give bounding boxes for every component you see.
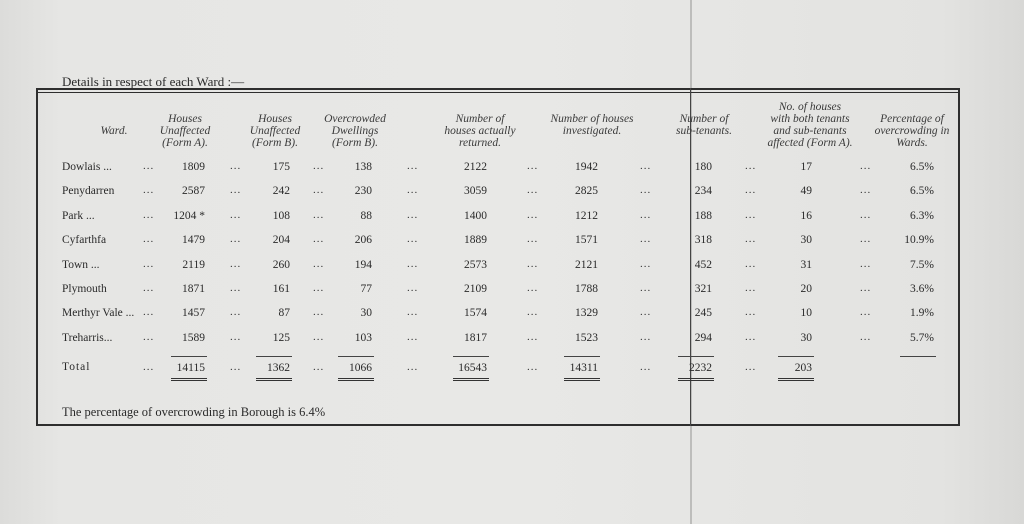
header-percentage-overcrowding: Percentage of overcrowding in Wards. [874,113,950,149]
cell-returned: 2109 [464,283,487,295]
cell-both: 16 [800,210,812,222]
leader-dots: ... [640,306,652,318]
leader-dots: ... [640,331,652,343]
sum-rule [678,356,714,357]
cell-pct: 3.6% [910,283,934,295]
cell-formA: 2587 [182,185,205,197]
total-subtenants: 2232 [689,362,712,374]
cell-overcrowded: 230 [354,185,372,197]
cell-formB: 175 [272,161,290,173]
leader-dots: ... [640,282,652,294]
table-top-rule [38,92,958,93]
total-investigated: 14311 [569,362,598,374]
cell-formA: 1457 [182,307,205,319]
leader-dots: ... [745,209,757,221]
header-houses-unaffected-form-a: Houses Unaffected (Form A). [159,113,211,149]
cell-subtenants: 188 [694,210,712,222]
leader-dots: ... [407,209,419,221]
leader-dots: ... [230,209,242,221]
table-caption: Details in respect of each Ward :— [62,74,245,89]
cell-formA: 1204 * [173,210,205,222]
cell-overcrowded: 206 [354,234,372,246]
cell-pct: 10.9% [904,234,934,246]
cell-subtenants: 294 [694,332,712,344]
leader-dots: ... [640,258,652,270]
leader-dots: ... [407,184,419,196]
cell-both: 31 [800,259,812,271]
leader-dots: ... [860,184,872,196]
header-houses-unaffected-form-b: Houses Unaffected (Form B). [249,113,301,149]
cell-investigated: 2825 [575,185,598,197]
cell-both: 30 [800,234,812,246]
leader-dots: ... [143,209,155,221]
cell-investigated: 1571 [575,234,598,246]
leader-dots: ... [230,258,242,270]
ward-name: Park ... [62,210,95,222]
cell-subtenants: 234 [694,185,712,197]
leader-dots: ... [527,184,539,196]
cell-returned: 1574 [464,307,487,319]
leader-dots: ... [230,361,242,373]
leader-dots: ... [143,184,155,196]
cell-pct: 6.5% [910,185,934,197]
leader-dots: ... [527,331,539,343]
sum-rule [453,356,489,357]
leader-dots: ... [745,361,757,373]
leader-dots: ... [860,258,872,270]
header-both-tenants: No. of houses with both tenants and sub-tenants affected (Form A). [767,101,853,149]
leader-dots: ... [640,209,652,221]
header-houses-investigated: Number of houses investigated. [550,113,634,137]
total-double-rule [564,378,600,381]
leader-dots: ... [407,361,419,373]
cell-subtenants: 180 [694,161,712,173]
leader-dots: ... [745,282,757,294]
total-overcrowded: 1066 [349,362,372,374]
leader-dots: ... [527,306,539,318]
leader-dots: ... [640,160,652,172]
sum-rule [564,356,600,357]
leader-dots: ... [640,233,652,245]
leader-dots: ... [313,209,325,221]
leader-dots: ... [640,184,652,196]
cell-pct: 6.5% [910,161,934,173]
leader-dots: ... [313,282,325,294]
leader-dots: ... [407,306,419,318]
cell-returned: 2122 [464,161,487,173]
leader-dots: ... [143,160,155,172]
leader-dots: ... [143,331,155,343]
leader-dots: ... [860,306,872,318]
leader-dots: ... [143,233,155,245]
cell-formB: 204 [272,234,290,246]
total-double-rule [453,378,489,381]
leader-dots: ... [143,361,155,373]
cell-formA: 1871 [182,283,205,295]
leader-dots: ... [407,282,419,294]
cell-pct: 6.3% [910,210,934,222]
cell-both: 17 [800,161,812,173]
leader-dots: ... [230,331,242,343]
leader-dots: ... [313,258,325,270]
cell-investigated: 1788 [575,283,598,295]
header-sub-tenants: Number of sub-tenants. [676,113,732,137]
sum-rule [338,356,374,357]
leader-dots: ... [230,233,242,245]
cell-returned: 3059 [464,185,487,197]
leader-dots: ... [640,361,652,373]
cell-both: 20 [800,283,812,295]
ward-name: Town ... [62,259,100,271]
leader-dots: ... [407,331,419,343]
sum-rule [900,356,936,357]
cell-returned: 1889 [464,234,487,246]
leader-dots: ... [745,331,757,343]
leader-dots: ... [745,306,757,318]
leader-dots: ... [527,233,539,245]
leader-dots: ... [860,331,872,343]
cell-subtenants: 245 [694,307,712,319]
sum-rule [778,356,814,357]
leader-dots: ... [745,233,757,245]
ward-name: Merthyr Vale ... [62,307,135,319]
total-both: 203 [794,362,812,374]
sum-rule [171,356,207,357]
leader-dots: ... [407,160,419,172]
leader-dots: ... [860,282,872,294]
cell-subtenants: 452 [694,259,712,271]
ward-name: Treharris... [62,332,113,344]
leader-dots: ... [143,306,155,318]
leader-dots: ... [230,184,242,196]
leader-dots: ... [230,160,242,172]
cell-overcrowded: 103 [354,332,372,344]
header-houses-returned: Number of houses actually returned. [444,113,516,149]
total-double-rule [338,378,374,381]
cell-subtenants: 318 [694,234,712,246]
leader-dots: ... [745,160,757,172]
total-double-rule [678,378,714,381]
borough-percentage-note: The percentage of overcrowding in Borough is 6.4% [62,405,326,419]
leader-dots: ... [143,282,155,294]
cell-investigated: 2121 [575,259,598,271]
leader-dots: ... [527,282,539,294]
ward-name: Dowlais ... [62,161,112,173]
cell-pct: 1.9% [910,307,934,319]
cell-pct: 7.5% [910,259,934,271]
cell-subtenants: 321 [694,283,712,295]
leader-dots: ... [745,184,757,196]
leader-dots: ... [527,209,539,221]
cell-formB: 108 [272,210,290,222]
cell-overcrowded: 88 [360,210,372,222]
leader-dots: ... [527,258,539,270]
leader-dots: ... [230,282,242,294]
cell-formB: 161 [272,283,290,295]
cell-formB: 260 [272,259,290,271]
leader-dots: ... [407,258,419,270]
cell-formB: 125 [272,332,290,344]
header-ward: Ward. [100,125,128,137]
cell-pct: 5.7% [910,332,934,344]
leader-dots: ... [745,258,757,270]
leader-dots: ... [313,331,325,343]
cell-investigated: 1212 [575,210,598,222]
cell-investigated: 1329 [575,307,598,319]
leader-dots: ... [313,306,325,318]
leader-dots: ... [313,361,325,373]
total-double-rule [778,378,814,381]
cell-formB: 242 [272,185,290,197]
total-label: Total [62,361,91,373]
leader-dots: ... [527,160,539,172]
ward-name: Penydarren [62,185,115,197]
cell-formA: 1479 [182,234,205,246]
total-formB: 1362 [267,362,290,374]
leader-dots: ... [407,233,419,245]
cell-formA: 1809 [182,161,205,173]
cell-formB: 87 [278,307,290,319]
total-formA: 14115 [176,362,205,374]
total-double-rule [256,378,292,381]
cell-returned: 2573 [464,259,487,271]
ward-name: Cyfarthfa [62,234,107,246]
cell-investigated: 1523 [575,332,598,344]
leader-dots: ... [313,160,325,172]
total-double-rule [171,378,207,381]
leader-dots: ... [230,306,242,318]
sum-rule [256,356,292,357]
ward-name: Plymouth [62,283,107,295]
cell-both: 49 [800,185,812,197]
total-returned: 16543 [458,362,487,374]
cell-both: 10 [800,307,812,319]
leader-dots: ... [527,361,539,373]
header-overcrowded-dwellings: Overcrowded Dwellings (Form B). [324,113,386,149]
fold-line [690,88,691,426]
cell-returned: 1400 [464,210,487,222]
cell-investigated: 1942 [575,161,598,173]
cell-both: 30 [800,332,812,344]
leader-dots: ... [860,233,872,245]
leader-dots: ... [143,258,155,270]
leader-dots: ... [313,233,325,245]
cell-overcrowded: 194 [354,259,372,271]
cell-overcrowded: 77 [360,283,372,295]
leader-dots: ... [313,184,325,196]
leader-dots: ... [860,160,872,172]
cell-overcrowded: 30 [360,307,372,319]
cell-returned: 1817 [464,332,487,344]
leader-dots: ... [860,209,872,221]
cell-formA: 2119 [182,259,205,271]
cell-overcrowded: 138 [354,161,372,173]
cell-formA: 1589 [182,332,205,344]
